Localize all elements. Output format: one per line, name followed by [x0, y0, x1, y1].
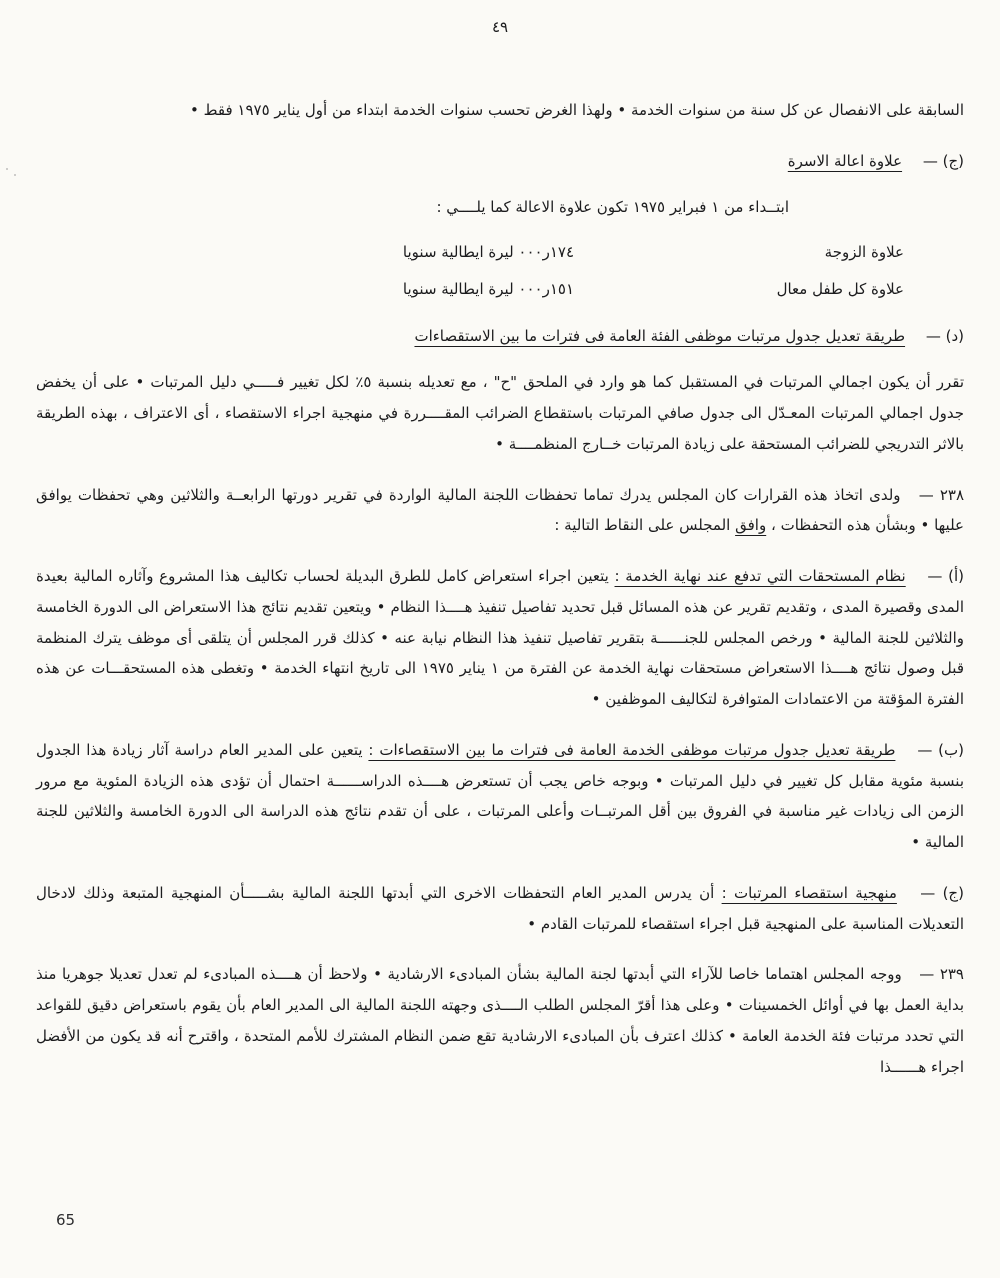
section-d-heading-row	[36, 321, 964, 352]
paragraph-239	[36, 959, 964, 1082]
subitem-a-text: يتعين اجراء استعراض كامل للطرق البديلة لحساب تكاليف هذا المشروع وآثاره المالية بعيدة المدى وقصيرة المدى ، وتقديم تقرير عن هذه المسائل قبل تحديد تفاصيل تنفيذ هــــذا النظام • ويتعين تقديم نتائج هذا الاستعراض الى الدورة الخامسة والثلاثين للجنة المالية • ورخص المجلس للجنــــــة بتقرير تفاصيل تنفيذ هذا النظام نيابة عنه • كذلك قرر المجلس أن يتلقى أى موظف يترك المنظمة قبل وصول نتائج هــــذا الاستعراض مستحقات نهاية الخدمة عن الفترة من ١ يناير ١٩٧٥ الى تاريخ انتهاء الخدمة • وتغطى هذه المستحقـــات عن هذه الفترة المؤقتة من الاعتمادات المتوافرة لتكاليف الموظفين •	[36, 567, 964, 708]
section-d-label: (د) —	[925, 326, 964, 345]
paragraph-239-text: ووجه المجلس اهتماما خاصا للآراء التي أبدتها لجنة المالية بشأن المبادىء الارشادية • ولاحظ أن هــــذه المبادىء لم تعدل تعديلا جوهريا منذ بداية العمل بها في أوائل الخمسينات • وعلى هذا أقرّ المجلس الطلب الــــذى وجهته اللجنة المالية الى المدير العام بأن يقوم باستعراض دقيق للقواعد التي تحدد مرتبات فئة الخدمة العامة • كذلك اعترف بأن المبادىء الارشادية تقع ضمن النظام المشترك للأمم المتحدة ، واقترح أنه قد يكون من الأفضل اجراء هــــــذا	[36, 965, 964, 1076]
allowance-label: علاوة كل طفل معال	[776, 279, 904, 298]
section-c-label: (ج) —	[922, 151, 964, 170]
subitem-c	[36, 878, 964, 940]
allowance-amount: ١٧٤ر٠٠٠ ليرة ايطالية سنويا	[402, 243, 574, 261]
allowance-intro: ابتــداء من ١ فبراير ١٩٧٥ تكون علاوة الاعالة كما يلــــي :	[436, 198, 789, 217]
subitem-a-heading: نظام المستحقات التي تدفع عند نهاية الخدمة :	[614, 567, 906, 585]
subitem-c-label: (ج) —	[920, 883, 964, 902]
page-number-bottom: 65	[56, 1211, 76, 1230]
subitem-b	[36, 735, 964, 858]
section-c-heading-row	[36, 146, 964, 177]
page-number-top: ٤٩	[491, 18, 509, 36]
section-d-body: تقرر أن يكون اجمالي المرتبات في المستقبل كما هو وارد في الملحق "ح" ، مع تعديله بنسبة ٥٪ لكل تغيير فـــــي دليل المرتبات • على أن يخفض جدول اجمالي المرتبات المعـدّل الى جدول صافي المرتبات باستقطاع الضرائب المقــــررة في منهجية اجراء الاستقصاء ، أى الاعتراف ، بهذه الطريقة بالاثر التدريجي للضرائب المستحقة على زيادة المرتبات خــارج المنظمــــة •	[36, 373, 965, 453]
subitem-c-heading: منهجية استقصاء المرتبات :	[721, 883, 897, 902]
spacer	[36, 311, 964, 319]
paragraph-238	[36, 480, 964, 542]
subitem-a	[36, 561, 964, 715]
subitem-b-text: يتعين على المدير العام دراسة آثار زيادة هذا الجدول بنسبة مئوية مقابل كل تغيير في دليل المرتبات • وبوجه خاص يجب أن تستعرض هــــذه الدراســــــة احتمال أن تؤدى هذه الزيادة المئوية مع مرور الزمن الى زيادات غير مناسبة في الفروق بين أقل المرتبــات وأعلى المرتبات ، على أن تقدم نتائج هذه الدراسة الى الدورة الخامسة والثلاثين للجنة المالية •	[36, 740, 964, 851]
paragraph-239-number: ٢٣٩ —	[919, 965, 964, 984]
allowance-label: علاوة الزوجة	[824, 243, 904, 261]
section-d-heading: طريقة تعديل جدول مرتبات موظفى الفئة العامة فى فترات ما بين الاستقصاءات	[414, 326, 906, 345]
subitem-c-text: أن يدرس المدير العام التحفظات الاخرى التي أبدتها اللجنة المالية بشـــــأن المنهجية المتبعة وذلك لادخال التعديلات المناسبة على المنهجية قبل اجراء استقصاء للمرتبات القادم •	[36, 883, 964, 933]
continuation-paragraph: السابقة على الانفصال عن كل سنة من سنوات الخدمة • ولهذا الغرض تحسب سنوات الخدمة ابتداء من أول يناير ١٩٧٥ فقط •	[190, 100, 964, 119]
paragraph-238-underlined-word: وافق	[735, 516, 767, 535]
paragraph-238-text-before: ولدى اتخاذ هذه القرارات كان المجلس يدرك تماما تحفظات اللجنة المالية الواردة في تقرير دورتها الرابعــة والثلاثين وهي تحفظات يوافق عليها • وبشأن هذه التحفظات ،	[36, 485, 964, 535]
section-c-heading: علاوة اعالة الاسرة	[787, 151, 903, 170]
subitem-b-heading: طريقة تعديل جدول مرتبات موظفى الخدمة العامة فى فترات ما بين الاستقصاءات :	[368, 740, 896, 759]
scan-artifact	[6, 168, 20, 178]
allowance-row-child	[36, 274, 964, 305]
paragraph-238-text-after: المجلس على النقاط التالية :	[554, 516, 731, 535]
subitem-a-label: (أ) —	[927, 567, 964, 585]
paragraph-238-number: ٢٣٨ —	[918, 485, 964, 504]
allowance-amount: ١٥١ر٠٠٠ ليرة ايطالية سنويا	[402, 279, 574, 298]
allowance-row-spouse	[36, 237, 964, 268]
subitem-b-label: (ب) —	[917, 740, 964, 759]
